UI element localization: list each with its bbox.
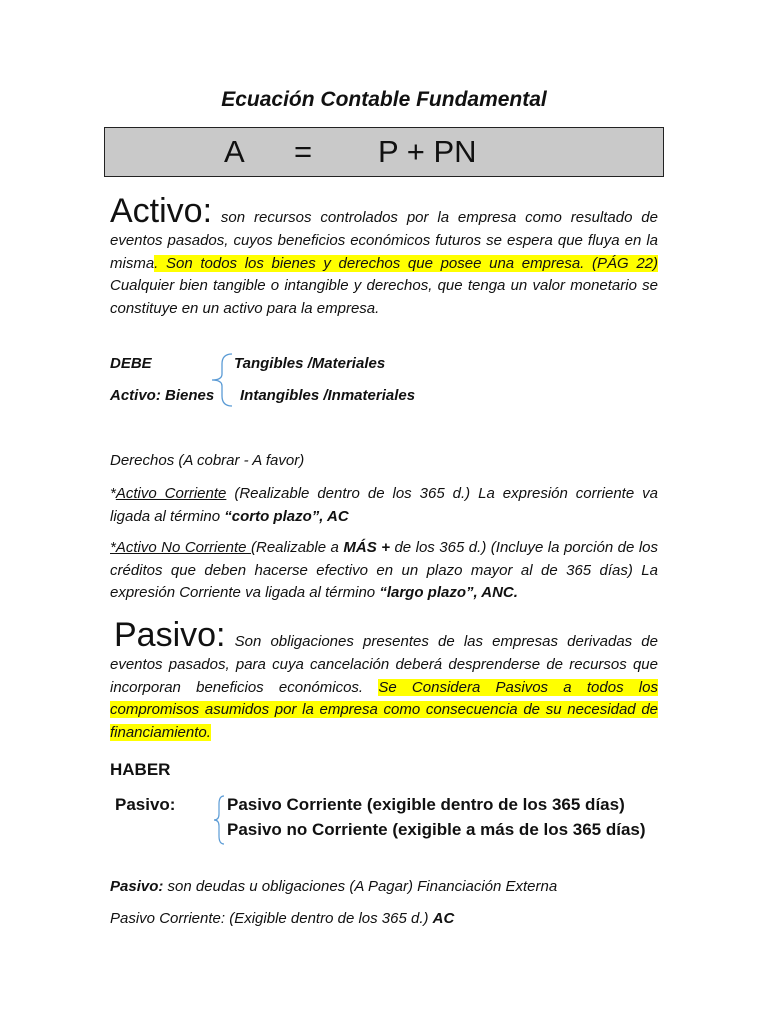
pasivo-definition-label: Pasivo: bbox=[110, 878, 164, 895]
activo-paragraph bbox=[110, 192, 658, 320]
activo-no-corriente-text-b: de los 365 d.) (Incluye la porción de los créditos que deben hacerse efectivo en un plazo mayor al de 365 días) La expresión Corriente va ligada al término bbox=[110, 539, 658, 601]
activo-corriente-star: * bbox=[110, 485, 116, 502]
pasivo-definition bbox=[110, 878, 557, 895]
debe-label: DEBE bbox=[110, 355, 152, 372]
pasivo-heading: Pasivo: bbox=[114, 616, 226, 654]
pasivo-no-corriente-item: Pasivo no Corriente (exigible a más de los 365 días) bbox=[227, 820, 646, 839]
activo-corriente-term: “corto plazo”, AC bbox=[224, 507, 349, 525]
equation-assets: A bbox=[224, 134, 245, 169]
activo-text-b: Cualquier bien tangible o intangible y derechos, que tenga un valor monetario se constituye en un activo para la empresa. bbox=[110, 277, 658, 317]
tangibles-item: Tangibles /Materiales bbox=[234, 355, 386, 372]
activo-no-corriente-mas: MÁS + bbox=[343, 539, 390, 556]
pasivo-corriente-line-term: AC bbox=[432, 910, 455, 927]
bienes-brace bbox=[208, 352, 236, 408]
activo-corriente-label: Activo Corriente bbox=[115, 485, 227, 502]
pasivo-brace bbox=[212, 794, 228, 846]
equation-rhs: P + PN bbox=[378, 134, 477, 169]
pasivo-corriente-line bbox=[110, 910, 454, 927]
activo-no-corriente-text-a: (Realizable a bbox=[251, 539, 344, 556]
activo-heading: Activo: bbox=[110, 192, 213, 230]
pasivo-corriente-line-text: Pasivo Corriente: (Exigible dentro de los 365 d.) bbox=[110, 910, 433, 927]
derechos-line: Derechos (A cobrar - A favor) bbox=[110, 452, 305, 469]
activo-no-corriente-paragraph bbox=[110, 537, 658, 605]
pasivo-paragraph bbox=[110, 616, 658, 744]
page-title: Ecuación Contable Fundamental bbox=[221, 88, 547, 111]
intangibles-item: Intangibles /Inmateriales bbox=[240, 387, 416, 404]
pasivo-corriente-item: Pasivo Corriente (exigible dentro de los 365 días) bbox=[227, 795, 625, 814]
activo-no-corriente-term: “largo plazo”, ANC. bbox=[379, 584, 518, 601]
pasivo-text-a: Son obligaciones presentes de las empresas derivadas de eventos pasados, para cuya cancelación deberá desprenderse de recursos que incorporan beneficios económicos. bbox=[110, 633, 658, 696]
pasivo-highlight: Se Considera Pasivos a todos los compromisos asumidos por la empresa como consecuencia de su necesidad de financiamiento. bbox=[110, 678, 658, 741]
activo-text-a: son recursos controlados por la empresa como resultado de eventos pasados, cuyos beneficios económicos futuros se espera que fluya en la misma bbox=[110, 209, 658, 272]
haber-heading: HABER bbox=[110, 760, 171, 779]
activo-corriente-text: (Realizable dentro de los 365 d.) La expresión corriente va ligada al término bbox=[110, 485, 658, 525]
activo-corriente-paragraph bbox=[110, 483, 658, 528]
activo-highlight: . Son todos los bienes y derechos que posee una empresa. (PÁG 22) bbox=[154, 254, 658, 272]
pasivo-definition-text: son deudas u obligaciones (A Pagar) Financiación Externa bbox=[163, 878, 558, 895]
activo-no-corriente-label: *Activo No Corriente bbox=[110, 539, 252, 556]
activo-bienes-label: Activo: Bienes bbox=[110, 387, 215, 404]
equation-equals: = bbox=[294, 134, 313, 169]
pasivo-list-label: Pasivo: bbox=[115, 795, 176, 814]
